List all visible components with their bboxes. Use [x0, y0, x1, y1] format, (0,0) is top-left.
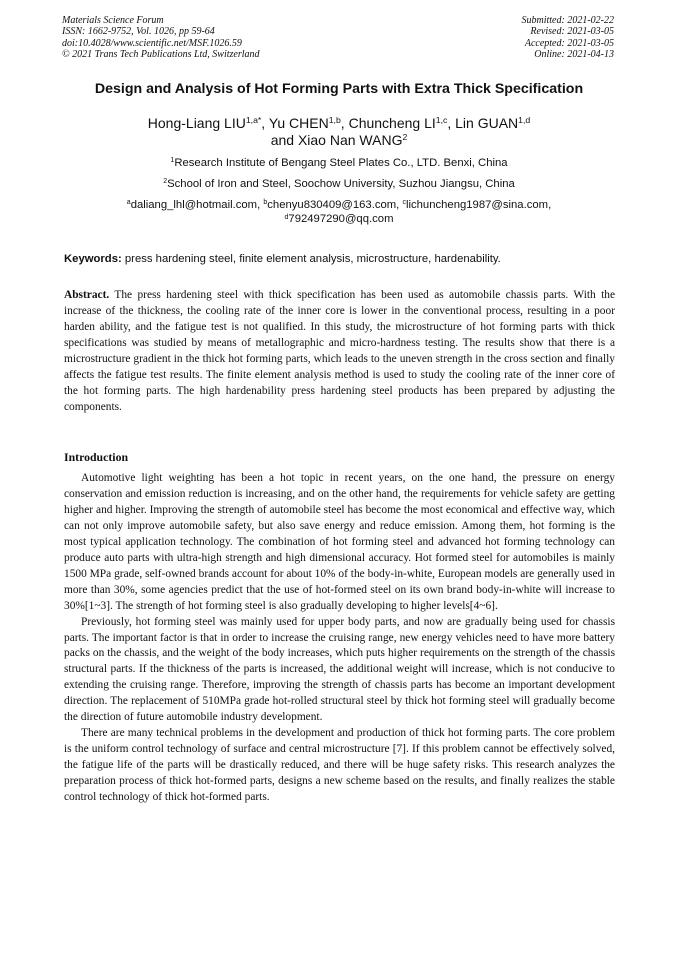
affiliation-text: Research Institute of Bengang Steel Plates Co., LTD. Benxi, China [174, 157, 508, 169]
author-separator: , [447, 115, 456, 131]
author-sup: 1,c [435, 115, 448, 126]
author-separator: , [340, 115, 349, 131]
issn-line: ISSN: 1662-9752, Vol. 1026, pp 59-64 [62, 26, 215, 38]
publication-dates [522, 15, 615, 61]
email-address: 792497290@qq.com [288, 213, 394, 226]
author-name: Chuncheng LI [348, 115, 436, 131]
author-line-1 [0, 115, 678, 132]
copyright-line: © 2021 Trans Tech Publications Ltd, Switzerland [62, 49, 260, 61]
email-line-2 [0, 212, 678, 226]
section-heading-introduction: Introduction [64, 450, 129, 464]
affiliation-sup: 1 [170, 157, 175, 165]
email-sup: c [402, 199, 406, 207]
submitted-date: Submitted: 2021-02-22 [521, 15, 614, 26]
affiliation-sup: 2 [163, 178, 168, 186]
abstract-text: The press hardening steel with thick specification has been used as automobile chassis parts. With the increase of the thickness, the cooling rate of the inner core is lower in the conventional process, resulting in a poor harden ability, and the fatigue test is not qualified. In this study, the microstructure of hot forming parts with thick specifications was studied by means of metallographic and micro-hardness testing. The results show that there is a microstructure gradient in the thick hot forming parts, which leads to the uneven strength in the cross section and finally affects the fatigue test results. The finite element analysis method is used to study the cooling rate of the inner core of the hot forming parts. The high hardenability press hardening steel products has been prepared by adjusting the components. [64, 289, 615, 413]
journal-name: Materials Science Forum [62, 15, 164, 26]
email-line-1 [0, 198, 678, 212]
author-separator: , [261, 115, 269, 131]
intro-paragraph: There are many technical problems in the development and production of thick hot forming parts. The core problem is the uniform control technology of surface and central microstructure [7]. If this problem cannot be effectively solved, the fatigue life of the parts will be drastically reduced, and there will be huge safety risks. This research analyzes the preparation process of thick hot-formed parts, designs a new scheme based on the results, and finally realizes the stable control technology of thick hot-formed parts. [64, 727, 615, 804]
paper-title: Design and Analysis of Hot Forming Parts with Extra Thick Specification [94, 81, 584, 97]
revised-date: Revised: 2021-03-05 [530, 26, 614, 38]
email-sup: b [263, 199, 268, 207]
abstract-label: Abstract. [64, 289, 110, 301]
keywords-label: Keywords: [64, 253, 122, 265]
author-sup: 1,d [518, 115, 531, 126]
intro-paragraph: Previously, hot forming steel was mainly used for upper body parts, and now are gradually being used for chassis parts. The important factor is that in order to increase the cruising range, new energy vehicles need to have more battery packs on the chassis, and the weight of the body increases, which puts higher requirements on the strength of the chassis structural parts. If the thickness of the parts is increased, the additional weight will increase, which is not conducive to extending the cruising range. Therefore, improving the strength of chassis parts has become an important development direction. The replacement of 510MPa grade hot-rolled structural steel by thick hot forming steel will gradually become the direction of future automobile industry development. [64, 615, 615, 724]
abstract-paragraph [64, 288, 615, 416]
email-address: lichuncheng1987@sina.com, [405, 199, 552, 211]
affiliation-1 [0, 156, 678, 170]
abstract [64, 288, 615, 416]
author-name: Yu CHEN [268, 115, 329, 131]
email-sup: a [126, 199, 131, 207]
affiliation-text: School of Iron and Steel, Soochow University, Suzhou Jiangsu, China [167, 178, 515, 190]
author-name: and Xiao Nan WANG [270, 132, 403, 148]
journal-info [62, 15, 260, 61]
email-address: chenyu830409@163.com, [267, 199, 403, 211]
keywords-text: press hardening steel, finite element analysis, microstructure, hardenability. [121, 253, 501, 265]
doi-line: doi:10.4028/www.scientific.net/MSF.1026.59 [62, 37, 242, 49]
author-sup: 1,b [328, 115, 341, 126]
author-name: Lin GUAN [455, 115, 519, 131]
online-date: Online: 2021-04-13 [534, 49, 614, 61]
keywords [64, 253, 616, 265]
author-sup: 2 [402, 132, 408, 143]
author-list [0, 115, 678, 149]
introduction-body [64, 471, 615, 806]
email-sup: d [284, 213, 289, 221]
author-line-2 [0, 132, 678, 149]
intro-paragraph: Automotive light weighting has been a hot topic in recent years, on the one hand, the pressure on energy conservation and emission reduction is increasing, and on the other hand, the requirements for vehicle safety are getting higher and higher. Improving the strength of automobile steel has become the most economical and effective way, which can not only improve automobile safety, but also save energy and reduce emission. Among them, hot forming is the most typical application technology. The combination of hot forming steel and advanced hot forming technology can produce auto parts with ultra-high strength and high dimensional accuracy. Hot formed steel for automobiles is mainly 1500 MPa grade, self-owned brands account for about 10% of the body-in-white, European models are generally used in more than 30%, some agencies predict that the use of hot-formed steel on its own brand body-in-white will increase to 30%[1~3]. The strength of hot forming steel is also gradually developing to higher levels[4~6]. [64, 472, 615, 612]
author-name: Hong-Liang LIU [147, 115, 246, 131]
affiliation-2 [0, 177, 678, 191]
accepted-date: Accepted: 2021-03-05 [524, 37, 614, 49]
author-emails [0, 198, 678, 227]
email-address: daliang_lhl@hotmail.com, [130, 199, 264, 211]
author-sup: 1,a* [245, 115, 262, 126]
